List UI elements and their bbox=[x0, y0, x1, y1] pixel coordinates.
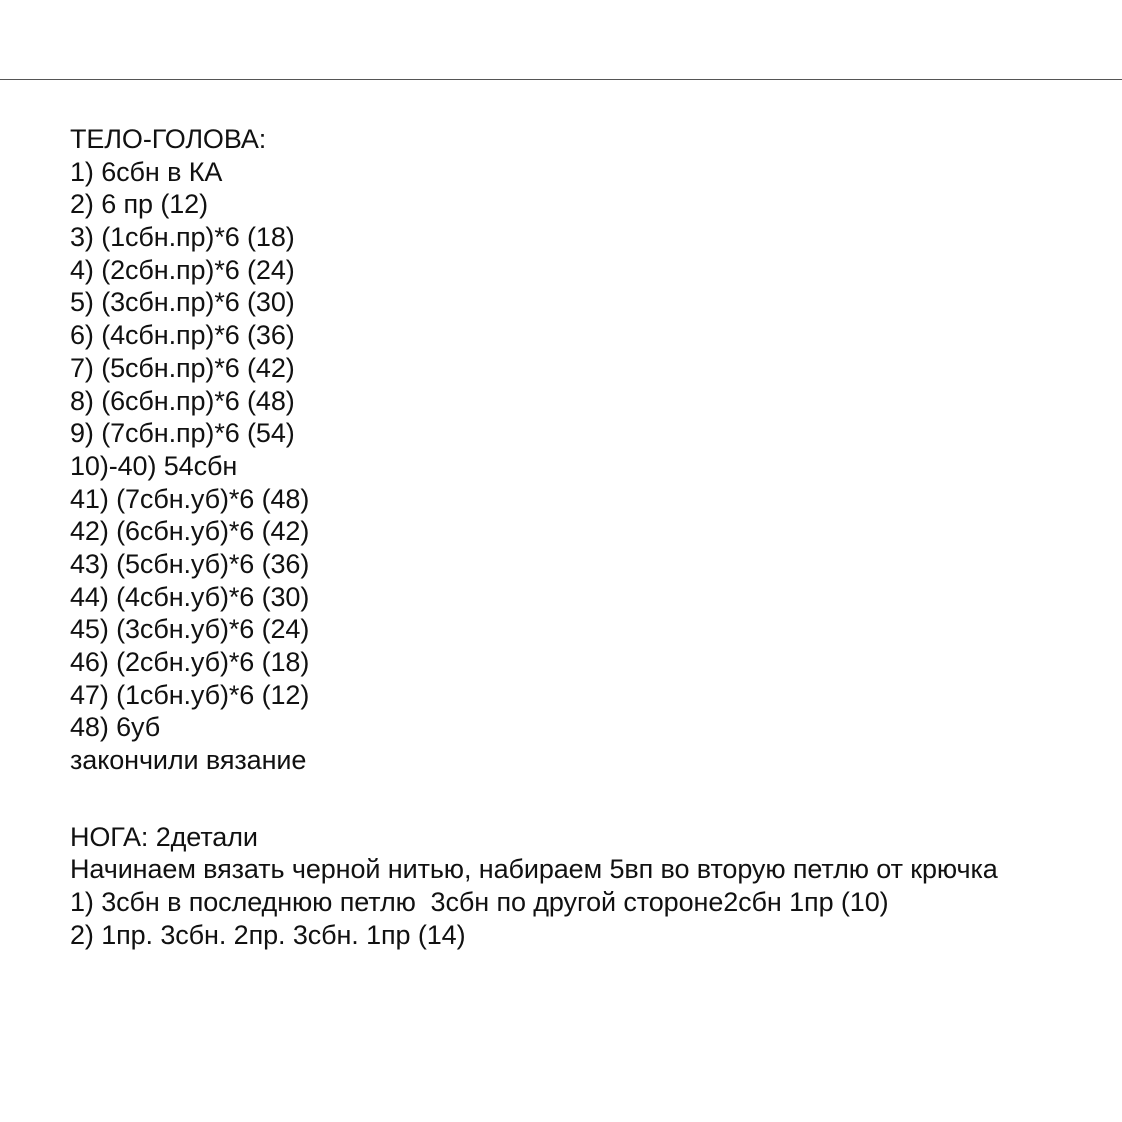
body-row: 44) (4сбн.уб)*6 (30) bbox=[70, 581, 310, 612]
body-row: 5) (3сбн.пр)*6 (30) bbox=[70, 287, 295, 318]
top-divider bbox=[0, 79, 1122, 80]
section-gap bbox=[70, 777, 1110, 821]
body-row: 8) (6сбн.пр)*6 (48) bbox=[70, 385, 295, 416]
body-row: 45) (3сбн.уб)*6 (24) bbox=[70, 614, 310, 645]
body-row: 46) (2сбн.уб)*6 (18) bbox=[70, 647, 310, 677]
body-row: 47) (1сбн.уб)*6 (12) bbox=[70, 679, 310, 710]
body-row: 3) (1сбн.пр)*6 (18) bbox=[70, 222, 295, 253]
body-row: 10)-40) 54сбн bbox=[70, 450, 238, 481]
body-row: 41) (7сбн.уб)*6 (48) bbox=[70, 483, 310, 514]
body-row: 2) 6 пр (12) bbox=[70, 189, 208, 220]
leg-row: 2) 1пр. 3сбн. 2пр. 3сбн. 1пр (14) bbox=[70, 919, 466, 950]
body-row: 7) (5сбн.пр)*6 (42) bbox=[70, 352, 295, 383]
body-row: 1) 6сбн в КА bbox=[70, 156, 223, 187]
body-row: 43) (5сбн.уб)*6 (36) bbox=[70, 548, 310, 579]
leg-row: 1) 3сбн в последнюю петлю 3сбн по другой стороне2сбн 1пр (10) bbox=[70, 887, 889, 918]
body-row: 9) (7сбн.пр)*6 (54) bbox=[70, 418, 295, 449]
leg-section-intro: Начинаем вязать черной нитью, набираем 5вп во вторую петлю от крючка bbox=[70, 854, 998, 885]
body-row: 4) (2сбн.пр)*6 (24) bbox=[70, 254, 295, 285]
body-row: 48) 6уб bbox=[70, 712, 161, 743]
body-row: 42) (6сбн.уб)*6 (42) bbox=[70, 516, 310, 547]
body-row: 6) (4сбн.пр)*6 (36) bbox=[70, 320, 295, 351]
pattern-document bbox=[70, 123, 1110, 952]
body-section-ending: закончили вязание bbox=[70, 745, 307, 776]
leg-section-title: НОГА: 2детали bbox=[70, 821, 258, 852]
body-section-title: ТЕЛО-ГОЛОВА: bbox=[70, 124, 267, 154]
